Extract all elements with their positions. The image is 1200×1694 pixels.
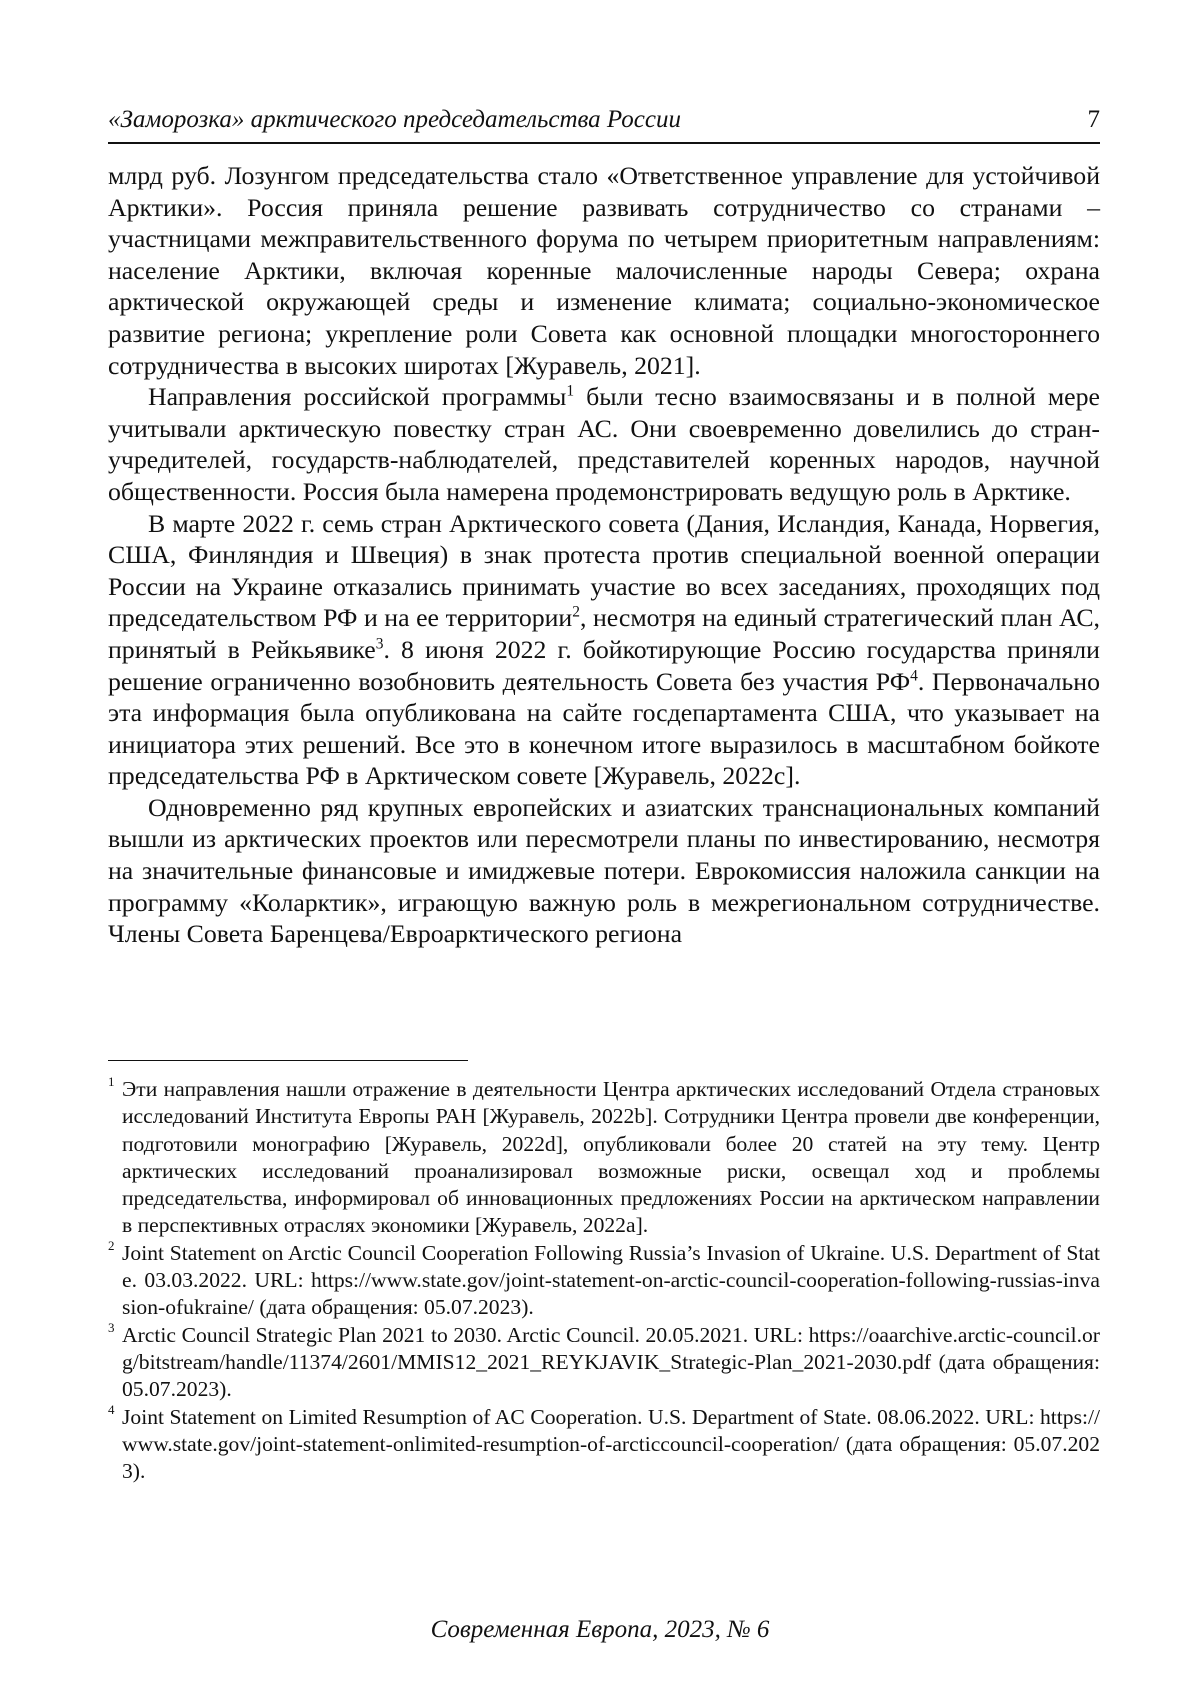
footnote-separator	[108, 1060, 468, 1061]
footnote-2-number: 2	[108, 1237, 115, 1253]
paragraph-3-text-c: . 8 июня 2022 г. бойкотирующие Россию государства приняли решение ограниченно возобновить деятельность Совета без участия РФ	[108, 634, 1100, 696]
paragraph-3-text-a: В марте 2022 г. семь стран Арктического совета (Дания, Исландия, Канада, Норвегия, США, Финляндия и Швеция) в знак протеста против специальной военной операции России на Украине отказались принимать участие во всех заседаниях, проходящих под председательством РФ и на ее территории	[108, 508, 1100, 633]
footnote-1-number: 1	[108, 1074, 115, 1089]
footnote-4-text: Joint Statement on Limited Resumption of AC Cooperation. U.S. Department of State. 08.06.2022. URL: https://www.state.gov/joint-statement-onlimited-resumption-of-arcticcouncil-cooperation/ (дата обращения: 05.07.2023).	[122, 1404, 1100, 1484]
footnote-ref-1[interactable]: 1	[566, 382, 575, 400]
footnote-2	[108, 1237, 1100, 1322]
page-number: 7	[1087, 106, 1100, 133]
journal-footer: Современная Европа, 2023, № 6	[430, 1616, 770, 1643]
running-title: «Заморозка» арктического председательства России	[108, 106, 681, 133]
running-header	[108, 104, 1100, 144]
main-text	[108, 160, 1100, 950]
footnote-3-number: 3	[108, 1319, 115, 1335]
paragraph-2	[108, 381, 1100, 507]
paragraph-2-text-a: Направления российской программы	[148, 382, 567, 412]
paragraph-1: млрд руб. Лозунгом председательства стало «Ответственное управление для устойчивой Арктики». Россия приняла решение развивать сотрудничество со странами – участницами межправительственного форума по четырем приоритетным направлениям: население Арктики, включая коренные малочисленные народы Севера; охрана арктической окружающей среды и изменение климата; социально-экономическое развитие региона; укрепление роли Совета как основной площадки многостороннего сотрудничества в высоких широтах [Журавель, 2021].	[108, 161, 1100, 380]
paragraph-2-text-b: были тесно взаимосвязаны и в полной мере учитывали арктическую повестку стран АС. Они своевременно довелились до стран-учредителей, государств-наблюдателей, представителей коренных народов, научной общественности. Россия была намерена продемонстрировать ведущую роль в Арктике.	[108, 382, 1100, 506]
footnote-1-text: Эти направления нашли отражение в деятельности Центра арктических исследований Отдела страновых исследований Института Европы РАН [Журавель, 2022b]. Сотрудники Центра провели две конференции, подготовили монографию [Журавель, 2022d], опубликовали более 20 статей на эту тему. Центр арктических исследований проанализировал возможные риски, освещал ход и проблемы председательства, информировал об инновационных предложениях России на арктическом направлении в перспективных отраслях экономики [Журавель, 2022a].	[122, 1077, 1100, 1238]
footnotes	[108, 1076, 1100, 1485]
footnote-4	[108, 1401, 1100, 1486]
footnote-4-number: 4	[108, 1401, 115, 1417]
paragraph-4: Одновременно ряд крупных европейских и азиатских транснациональных компаний вышли из арктических проектов или пересмотрели планы по инвестированию, несмотря на значительные финансовые и имиджевые потери. Еврокомиссия наложила санкции на программу «Коларктик», играющую важную роль в межрегиональном сотрудничестве. Члены Совета Баренцева/Евроарктического региона	[108, 792, 1100, 949]
paragraph-3	[108, 508, 1100, 792]
footnote-3	[108, 1319, 1100, 1404]
footnote-3-text: Arctic Council Strategic Plan 2021 to 2030. Arctic Council. 20.05.2021. URL: https://oaarchive.arctic-council.org/bitstream/handle/11374/2601/MMIS12_2021_REYKJAVIK_Strategic-Plan_2021-2030.pdf (дата обращения: 05.07.2023).	[122, 1322, 1100, 1402]
footnote-2-text: Joint Statement on Arctic Council Cooperation Following Russia’s Invasion of Ukraine. U.S. Department of State. 03.03.2022. URL: https://www.state.gov/joint-statement-on-arctic-council-cooperation-following-russias-invasion-ofukraine/ (дата обращения: 05.07.2023).	[122, 1240, 1100, 1320]
footnote-ref-3[interactable]: 3	[375, 635, 384, 653]
paragraph-3-text-d: . Первоначально эта информация была опубликована на сайте госдепартамента США, что указывает на инициатора этих решений. Все это в конечном итоге выразилось в масштабном бойкоте председательства РФ в Арктическом совете [Журавель, 2022c].	[108, 666, 1101, 791]
footnote-ref-2[interactable]: 2	[572, 603, 580, 621]
paragraph-3-text-b: , несмотря на единый стратегический план АС, принятый в Рейкьявике	[108, 603, 1100, 664]
footnote-ref-4[interactable]: 4	[910, 666, 918, 684]
footnote-1	[108, 1076, 1100, 1240]
